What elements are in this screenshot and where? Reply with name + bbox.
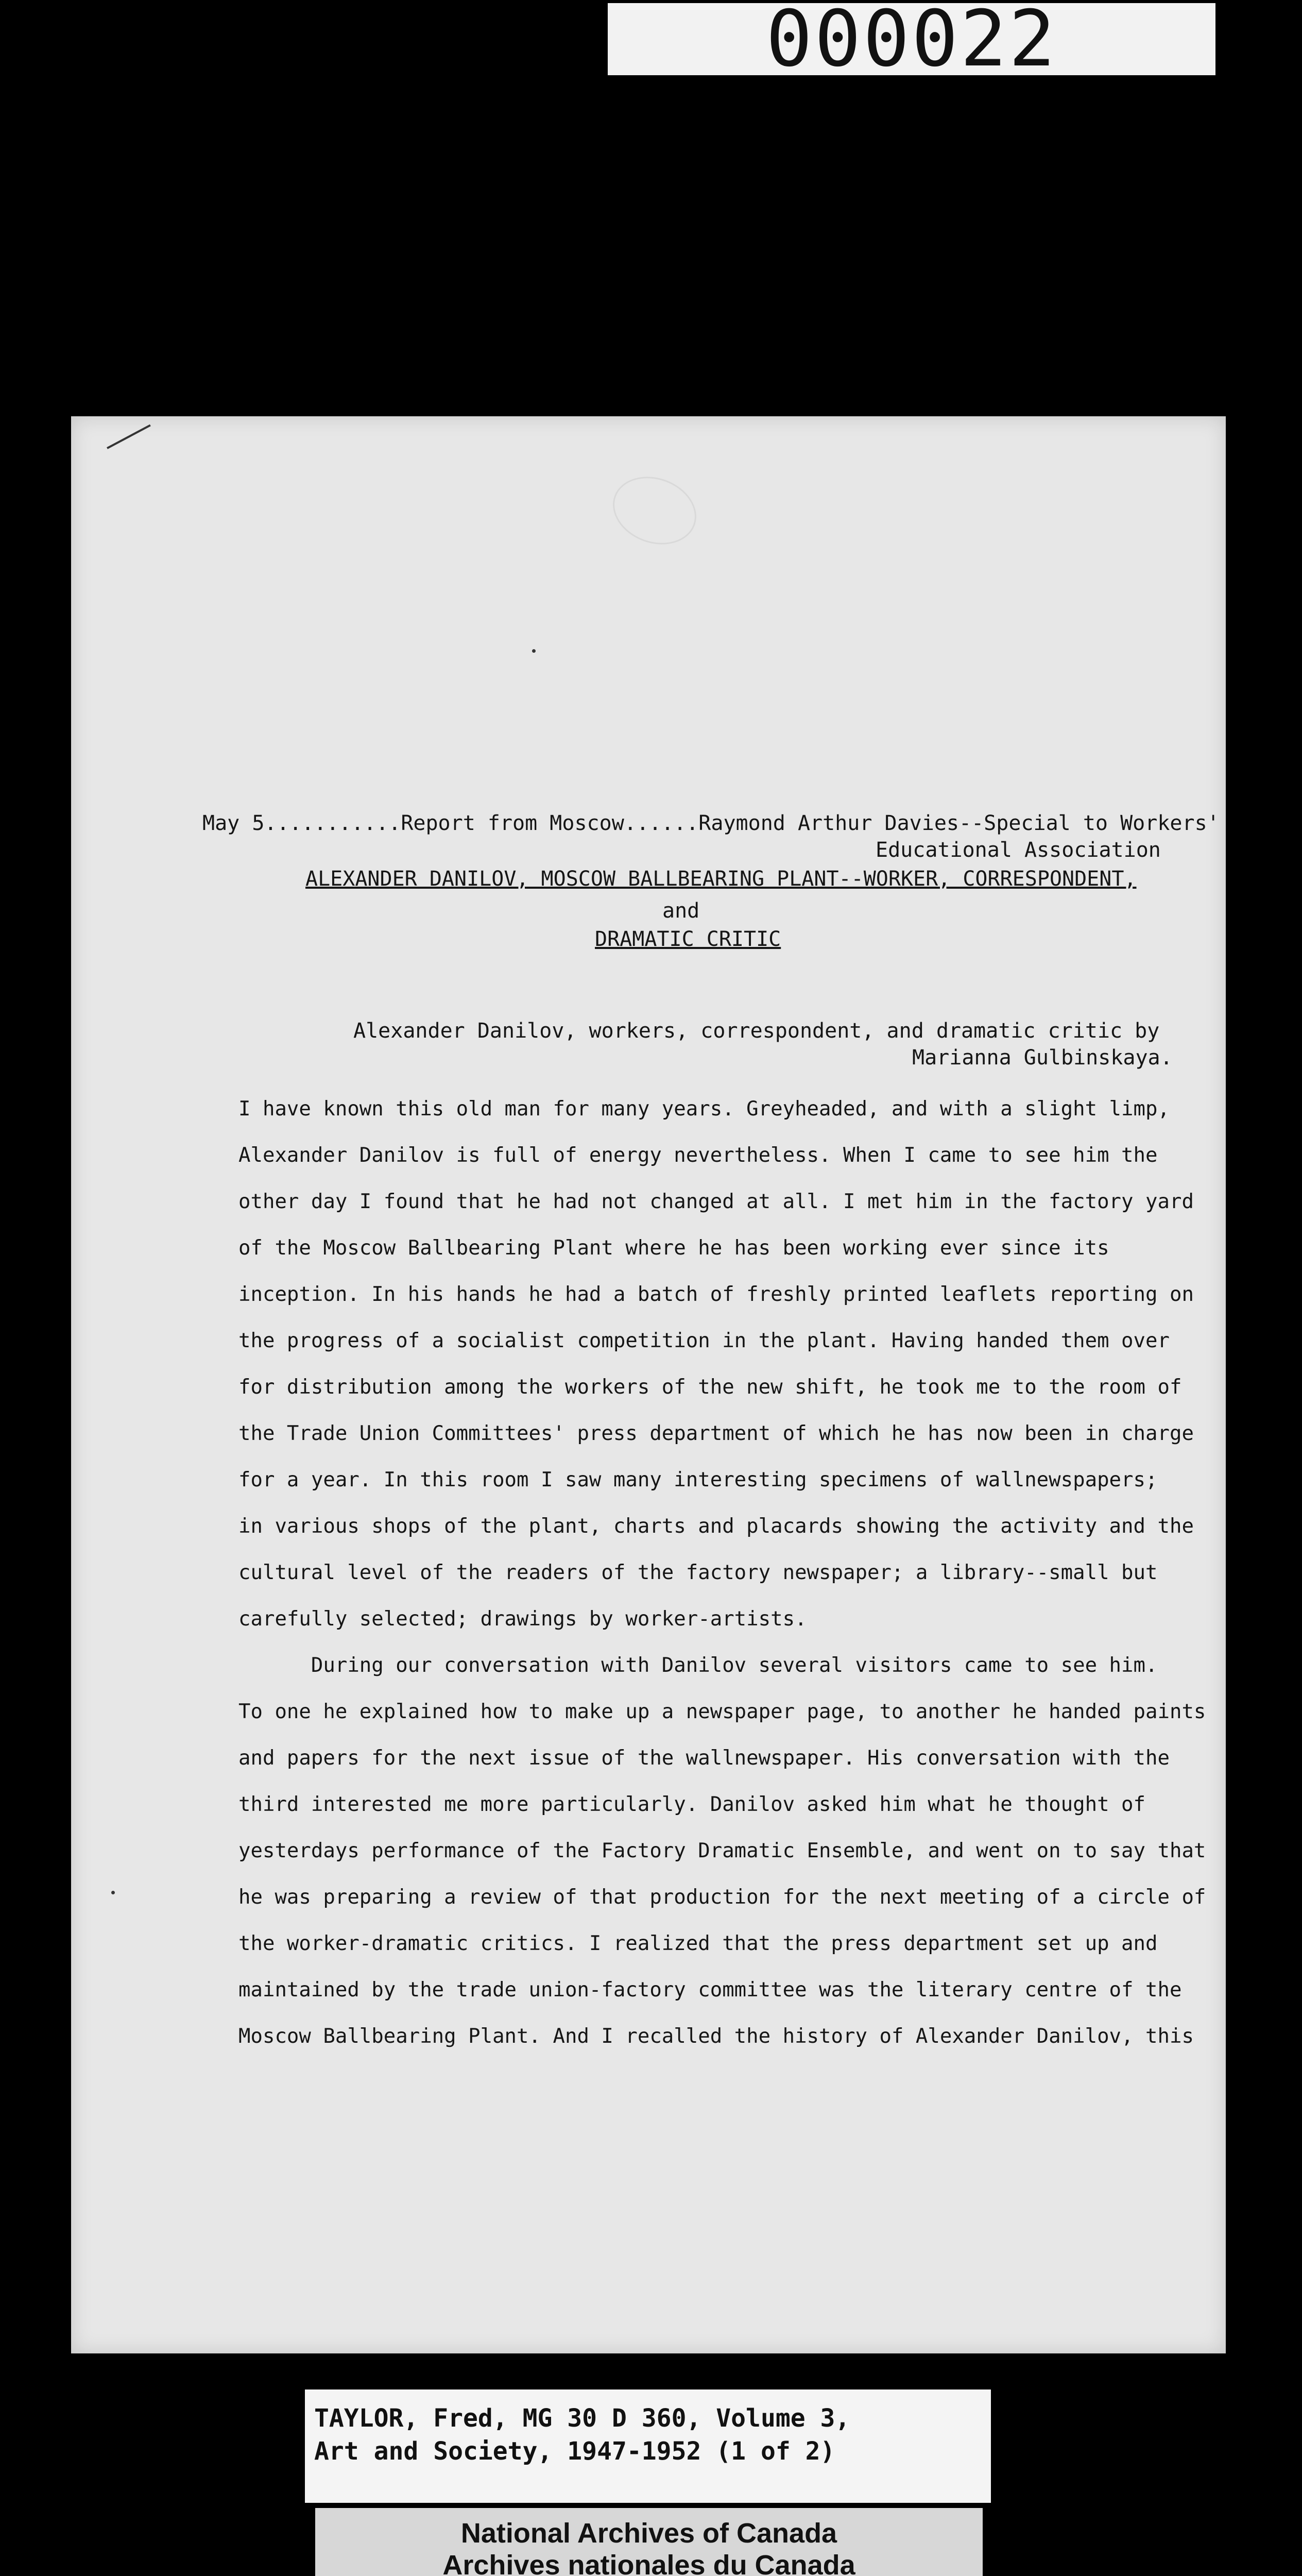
archive-name-en: National Archives of Canada (460, 2518, 837, 2549)
finding-aid-label (305, 2389, 991, 2503)
body-line: third interested me more particularly. Danilov asked him what he thought of (238, 1793, 1145, 1816)
body-line: Alexander Danilov is full of energy nevertheless. When I came to see him the (238, 1144, 1158, 1167)
byline: Alexander Danilov, workers, correspondent, and dramatic critic by (353, 1019, 1160, 1043)
archive-name-fr: Archives nationales du Canada (442, 2550, 855, 2576)
body-line: cultural level of the readers of the factory newspaper; a library--small but (238, 1561, 1158, 1584)
report-header: May 5...........Report from Moscow......Raymond Arthur Davies--Special to Workers' (202, 811, 1220, 835)
body-line: for distribution among the workers of the new shift, he took me to the room of (238, 1376, 1182, 1399)
body-line: the Trade Union Committees' press department of which he has now been in charge (238, 1422, 1194, 1445)
document-page (71, 416, 1226, 2353)
body-line: yesterdays performance of the Factory Dramatic Ensemble, and went on to say that (238, 1839, 1206, 1862)
speck (532, 649, 536, 653)
finding-aid-line: TAYLOR, Fred, MG 30 D 360, Volume 3, (314, 2404, 850, 2433)
finding-aid-line: Art and Society, 1947-1952 (1 of 2) (314, 2437, 835, 2466)
body-line: other day I found that he had not changed at all. I met him in the factory yard (238, 1190, 1194, 1213)
body-line: for a year. In this room I saw many interesting specimens of wallnewspapers; (238, 1468, 1158, 1492)
body-line: I have known this old man for many years. Greyheaded, and with a slight limp, (238, 1097, 1170, 1121)
body-line: the worker-dramatic critics. I realized that the press department set up and (238, 1932, 1158, 1955)
title-conjunction: and (662, 899, 700, 923)
body-line: maintained by the trade union-factory committee was the literary centre of the (238, 1978, 1182, 2002)
faint-stamp (603, 465, 706, 555)
body-line: During our conversation with Danilov several visitors came to see him. (238, 1654, 1158, 1677)
body-line: carefully selected; drawings by worker-artists. (238, 1607, 807, 1631)
body-line: of the Moscow Ballbearing Plant where he has been working ever since its (238, 1236, 1109, 1260)
body-line: and papers for the next issue of the wallnewspaper. His conversation with the (238, 1747, 1170, 1770)
byline-author: Marianna Gulbinskaya. (912, 1046, 1173, 1070)
body-line: the progress of a socialist competition in the plant. Having handed them over (238, 1329, 1170, 1352)
frame-number: 000022 (608, 3, 1215, 75)
body-line: in various shops of the plant, charts and placards showing the activity and the (238, 1515, 1194, 1538)
article-subtitle: DRAMATIC CRITIC (595, 927, 781, 951)
body-line: To one he explained how to make up a newspaper page, to another he handed paints (238, 1700, 1206, 1723)
pen-mark (107, 425, 151, 449)
body-line: he was preparing a review of that production for the next meeting of a circle of (238, 1886, 1206, 1909)
body-line: Moscow Ballbearing Plant. And I recalled the history of Alexander Danilov, this (238, 2025, 1194, 2048)
archive-label (315, 2508, 983, 2576)
speck (111, 1891, 115, 1894)
article-title: ALEXANDER DANILOV, MOSCOW BALLBEARING PLANT--WORKER, CORRESPONDENT, (305, 867, 1137, 891)
report-header-continued: Educational Association (876, 838, 1161, 862)
body-line: inception. In his hands he had a batch of freshly printed leaflets reporting on (238, 1283, 1194, 1306)
